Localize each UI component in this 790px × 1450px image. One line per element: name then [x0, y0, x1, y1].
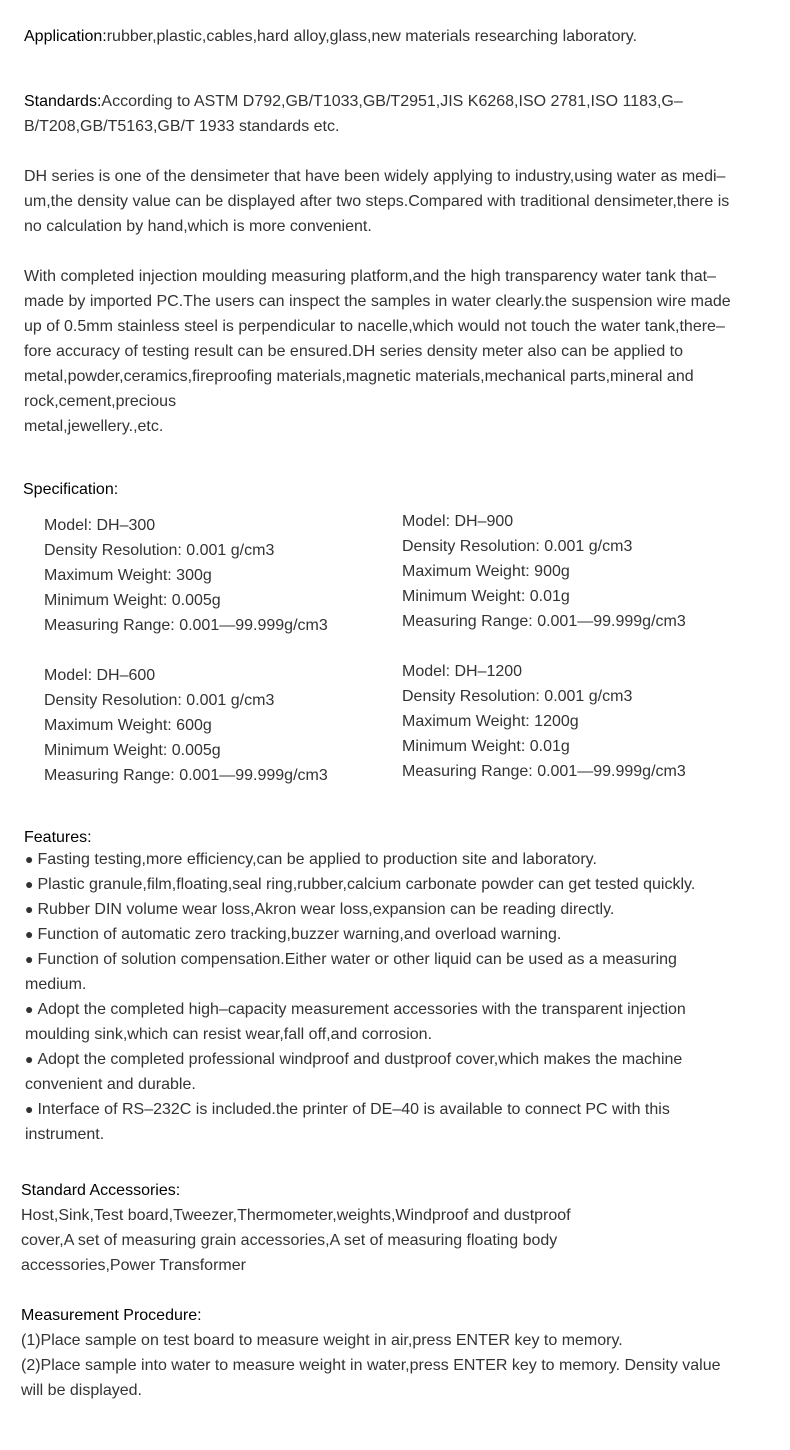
description-line: With completed injection moulding measuring platform,and the high transparency water tank that–: [24, 268, 716, 285]
intro-line: no calculation by hand,which is more convenient.: [24, 218, 372, 235]
list-item: [25, 897, 765, 922]
specification-heading: Specification:: [23, 481, 119, 498]
accessories-text: [21, 1203, 571, 1278]
spec-minimum-weight: Minimum Weight: 0.005g: [44, 742, 221, 759]
bullet-icon: ●: [25, 926, 34, 942]
application-text: rubber,plastic,cables,hard alloy,glass,new materials researching laboratory.: [106, 28, 638, 45]
feature-text: Adopt the completed high–capacity measurement accessories with the transparent injection: [37, 1001, 686, 1018]
procedure-step: (1)Place sample on test board to measure weight in air,press ENTER key to memory.: [21, 1332, 623, 1349]
bullet-icon: ●: [25, 1001, 34, 1017]
feature-text-continued: moulding sink,which can resist wear,fall off,and corrosion.: [25, 1026, 433, 1043]
spec-maximum-weight: Maximum Weight: 900g: [402, 563, 570, 580]
description-line: metal,jewellery.,etc.: [24, 418, 164, 435]
feature-text: Adopt the completed professional windproof and dustproof cover,which makes the machine: [37, 1051, 683, 1068]
list-item: [25, 1097, 765, 1147]
spec-model-name: Model: DH–1200: [402, 663, 523, 680]
list-item: [25, 922, 765, 947]
application-section: [24, 24, 637, 49]
intro-line: DH series is one of the densimeter that have been widely applying to industry,using water as medi–: [24, 168, 726, 185]
feature-text: Fasting testing,more efficiency,can be applied to production site and laboratory.: [37, 851, 597, 868]
accessories-line: Host,Sink,Test board,Tweezer,Thermometer,weights,Windproof and dustproof: [21, 1207, 571, 1224]
spec-maximum-weight: Maximum Weight: 1200g: [402, 713, 579, 730]
spec-density-resolution: Density Resolution: 0.001 g/cm3: [44, 692, 275, 709]
bullet-icon: ●: [25, 901, 34, 917]
spec-minimum-weight: Minimum Weight: 0.01g: [402, 738, 570, 755]
spec-model-dh-300: [44, 513, 328, 638]
features-list: [25, 847, 765, 1147]
feature-text: Function of automatic zero tracking,buzzer warning,and overload warning.: [37, 926, 562, 943]
standards-line-1: According to ASTM D792,GB/T1033,GB/T2951,JIS K6268,ISO 2781,ISO 1183,G–: [101, 93, 683, 110]
standards-heading: Standards:: [24, 93, 102, 110]
description-line: fore accuracy of testing result can be ensured.DH series density meter also can be applied to: [24, 343, 684, 360]
spec-measuring-range: Measuring Range: 0.001—99.999g/cm3: [402, 763, 686, 780]
spec-maximum-weight: Maximum Weight: 600g: [44, 717, 212, 734]
spec-model-dh-1200: [402, 659, 686, 784]
description-line: made by imported PC.The users can inspect the samples in water clearly.the suspension wire made: [24, 293, 731, 310]
bullet-icon: ●: [25, 851, 34, 867]
procedure-heading: Measurement Procedure:: [21, 1307, 202, 1324]
accessories-line: cover,A set of measuring grain accessories,A set of measuring floating body: [21, 1232, 558, 1249]
intro-paragraph: [24, 164, 729, 239]
standards-line-2: B/T208,GB/T5163,GB/T 1933 standards etc.: [24, 118, 340, 135]
feature-text-continued: instrument.: [25, 1126, 105, 1143]
procedure-step: (2)Place sample into water to measure weight in water,press ENTER key to memory. Density value: [21, 1357, 721, 1374]
intro-line: um,the density value can be displayed after two steps.Compared with traditional densimeter,there is: [24, 193, 730, 210]
description-paragraph: [24, 264, 731, 439]
accessories-line: accessories,Power Transformer: [21, 1257, 246, 1274]
feature-text-continued: medium.: [25, 976, 87, 993]
list-item: [25, 997, 765, 1047]
feature-text-continued: convenient and durable.: [25, 1076, 196, 1093]
list-item: [25, 847, 765, 872]
feature-text: Plastic granule,film,floating,seal ring,rubber,calcium carbonate powder can get tested quickly.: [37, 876, 696, 893]
bullet-icon: ●: [25, 876, 34, 892]
application-heading: Application:: [24, 28, 107, 45]
description-line: rock,cement,precious: [24, 393, 177, 410]
spec-density-resolution: Density Resolution: 0.001 g/cm3: [402, 688, 633, 705]
spec-measuring-range: Measuring Range: 0.001—99.999g/cm3: [44, 617, 328, 634]
standards-section: [24, 89, 683, 139]
feature-text: Interface of RS–232C is included.the printer of DE–40 is available to connect PC with this: [37, 1101, 670, 1118]
procedure-steps: [21, 1328, 721, 1403]
spec-density-resolution: Density Resolution: 0.001 g/cm3: [44, 542, 275, 559]
spec-model-name: Model: DH–300: [44, 517, 156, 534]
spec-model-name: Model: DH–900: [402, 513, 514, 530]
list-item: [25, 947, 765, 997]
feature-text: Function of solution compensation.Either water or other liquid can be used as a measuring: [37, 951, 677, 968]
spec-model-name: Model: DH–600: [44, 667, 156, 684]
procedure-step-continued: will be displayed.: [21, 1382, 142, 1399]
feature-text: Rubber DIN volume wear loss,Akron wear loss,expansion can be reading directly.: [37, 901, 615, 918]
description-line: metal,powder,ceramics,fireproofing materials,magnetic materials,mechanical parts,mineral and: [24, 368, 694, 385]
description-line: up of 0.5mm stainless steel is perpendicular to nacelle,which would not touch the water tank,there–: [24, 318, 725, 335]
spec-maximum-weight: Maximum Weight: 300g: [44, 567, 212, 584]
spec-measuring-range: Measuring Range: 0.001—99.999g/cm3: [402, 613, 686, 630]
spec-model-dh-900: [402, 509, 686, 634]
list-item: [25, 1047, 765, 1097]
list-item: [25, 872, 765, 897]
spec-measuring-range: Measuring Range: 0.001—99.999g/cm3: [44, 767, 328, 784]
bullet-icon: ●: [25, 1101, 34, 1117]
accessories-heading: Standard Accessories:: [21, 1182, 181, 1199]
bullet-icon: ●: [25, 1051, 34, 1067]
features-heading: Features:: [24, 829, 92, 846]
spec-model-dh-600: [44, 663, 328, 788]
bullet-icon: ●: [25, 951, 34, 967]
spec-density-resolution: Density Resolution: 0.001 g/cm3: [402, 538, 633, 555]
spec-minimum-weight: Minimum Weight: 0.005g: [44, 592, 221, 609]
spec-minimum-weight: Minimum Weight: 0.01g: [402, 588, 570, 605]
